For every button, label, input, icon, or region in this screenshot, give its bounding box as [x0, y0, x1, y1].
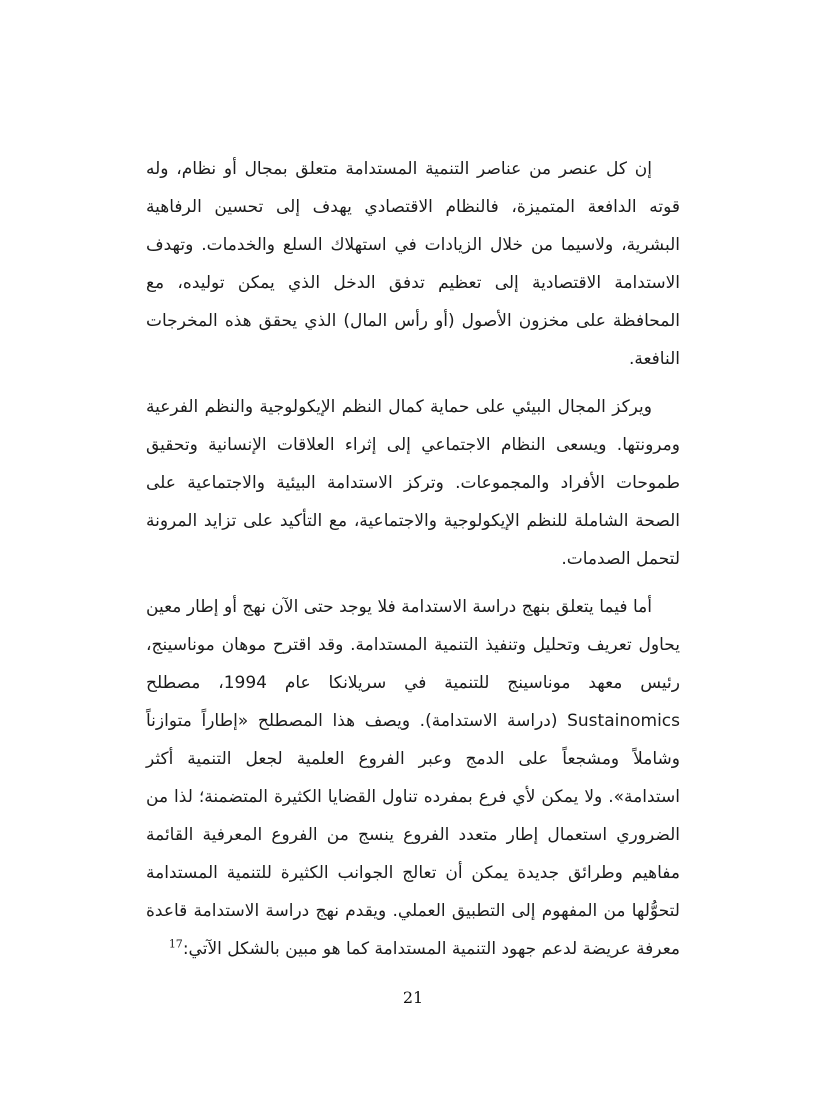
page-number: 21	[402, 988, 424, 1007]
paragraph-sustainomics	[146, 588, 680, 968]
paragraph-environmental-social: ويركز المجال البيئي على حماية كمال النظم الإيكولوجية والنظم الفرعية ومرونتها. ويسعى النظام الاجتماعي إلى إثراء العلاقات الإنسانية وتحقيق طموحات الأفراد والمجموعات. وتركز الاستدامة البيئية والاجتماعية على الصحة الشاملة للنظم الإيكولوجية والاجتماعية، مع التأكيد على تزايد المرونة لتحمل الصدمات.	[146, 397, 680, 569]
footnote-marker: 17	[168, 937, 183, 951]
body-text	[146, 150, 680, 968]
paragraph-economic-system: إن كل عنصر من عناصر التنمية المستدامة متعلق بمجال أو نظام، وله قوته الدافعة المتميزة، فالنظام الاقتصادي يهدف إلى تحسين الرفاهية البشرية، ولاسيما من خلال الزيادات في استهلاك السلع والخدمات. وتهدف الاستدامة الاقتصادية إلى تعظيم تدفق الدخل الذي يمكن توليده، مع المحافظة على مخزون الأصول (أو رأس المال) الذي يحقق هذه المخرجات النافعة.	[146, 159, 680, 369]
paragraph-sustainomics-text: أما فيما يتعلق بنهج دراسة الاستدامة فلا يوجد حتى الآن نهج أو إطار معين يحاول تعريف وتحليل وتنفيذ التنمية المستدامة. وقد اقترح موهان موناسينج، رئيس معهد موناسينج للتنمية في سريلانكا عام 1994، مصطلح Sustainomics (دراسة الاستدامة). ويصف هذا المصطلح «إطاراً متوازناً وشاملاً ومشجعاً على الدمج وعبر الفروع العلمية لجعل التنمية أكثر استدامة». ولا يمكن لأي فرع بمفرده تناول القضايا الكثيرة المتضمنة؛ لذا من الضروري استعمال إطار متعدد الفروع ينسج من الفروع المعرفية القائمة مفاهيم وطرائق جديدة يمكن أن تعالج الجوانب الكثيرة للتنمية المستدامة لتحوُّلها من المفهوم إلى التطبيق العملي. ويقدم نهج دراسة الاستدامة قاعدة معرفة عريضة لدعم جهود التنمية المستدامة كما هو مبين بالشكل الآتي:	[146, 597, 680, 959]
